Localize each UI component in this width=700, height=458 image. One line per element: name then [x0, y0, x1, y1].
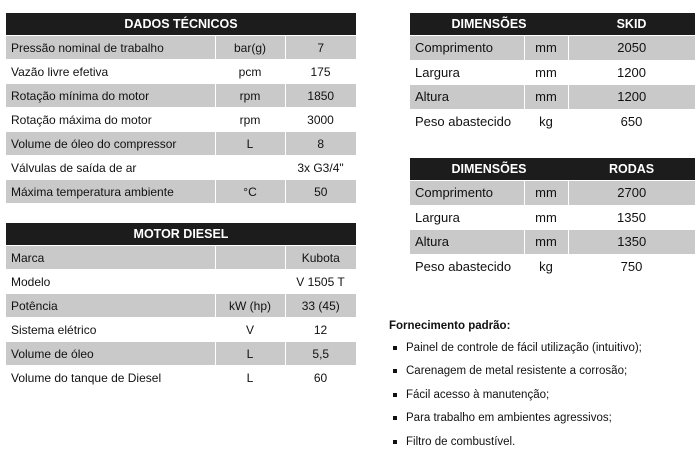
row-label: Válvulas de saída de ar — [6, 156, 215, 180]
row-unit: L — [215, 366, 285, 390]
row-unit: mm — [524, 36, 568, 61]
row-unit: pcm — [215, 60, 285, 84]
motor-diesel-table — [6, 223, 356, 390]
row-unit: °C — [215, 180, 285, 204]
table-row — [410, 109, 695, 134]
dimensoes-skid-variant: SKID — [568, 13, 695, 36]
row-label: Volume de óleo do compressor — [6, 132, 215, 156]
table-row — [6, 366, 356, 390]
row-value: 33 (45) — [285, 294, 356, 318]
table-row — [410, 36, 695, 61]
row-unit — [215, 156, 285, 180]
row-label: Sistema elétrico — [6, 318, 215, 342]
dados-tecnicos-title: DADOS TÉCNICOS — [6, 13, 356, 36]
table-row — [6, 342, 356, 366]
table-row — [6, 270, 356, 294]
row-unit — [215, 270, 285, 294]
row-value: V 1505 T — [285, 270, 356, 294]
table-row — [410, 230, 695, 255]
table-row — [410, 205, 695, 230]
row-unit: mm — [524, 230, 568, 255]
row-label: Rotação mínima do motor — [6, 84, 215, 108]
dimensoes-rodas-variant: RODAS — [568, 158, 695, 181]
row-unit: L — [215, 342, 285, 366]
row-unit — [215, 246, 285, 270]
row-label: Rotação máxima do motor — [6, 108, 215, 132]
row-value: 8 — [285, 132, 356, 156]
row-label: Largura — [410, 205, 524, 230]
row-value: 1200 — [568, 85, 695, 110]
table-row — [6, 132, 356, 156]
dados-tecnicos-table — [6, 13, 356, 204]
fornecimento-list — [389, 341, 699, 458]
table-row — [6, 318, 356, 342]
fornecimento-title: Fornecimento padrão: — [389, 320, 511, 332]
row-unit: kg — [524, 109, 568, 134]
row-label: Altura — [410, 85, 524, 110]
row-unit: L — [215, 132, 285, 156]
table-row — [6, 60, 356, 84]
row-value: 60 — [285, 366, 356, 390]
row-value: 7 — [285, 36, 356, 60]
row-unit: bar(g) — [215, 36, 285, 60]
row-label: Comprimento — [410, 181, 524, 206]
row-value: 2050 — [568, 36, 695, 61]
row-value: 750 — [568, 254, 695, 279]
list-item: Para trabalho em ambientes agressivos; — [389, 411, 699, 434]
table-row — [6, 156, 356, 180]
row-value: 12 — [285, 318, 356, 342]
row-unit: kW (hp) — [215, 294, 285, 318]
row-unit: mm — [524, 85, 568, 110]
row-label: Marca — [6, 246, 215, 270]
row-unit: mm — [524, 60, 568, 85]
row-value: 3x G3/4" — [285, 156, 356, 180]
table-row — [6, 180, 356, 204]
list-item: Filtro de combustível. — [389, 435, 699, 458]
row-value: 175 — [285, 60, 356, 84]
row-label: Potência — [6, 294, 215, 318]
row-label: Volume de óleo — [6, 342, 215, 366]
table-row — [6, 108, 356, 132]
row-label: Peso abastecido — [410, 109, 524, 134]
table-row — [6, 36, 356, 60]
dimensoes-rodas-title: DIMENSÕES — [410, 158, 568, 181]
row-label: Pressão nominal de trabalho — [6, 36, 215, 60]
row-value: 5,5 — [285, 342, 356, 366]
row-value: 2700 — [568, 181, 695, 206]
table-row — [410, 254, 695, 279]
row-label: Altura — [410, 230, 524, 255]
row-unit: V — [215, 318, 285, 342]
fornecimento-padrao-section — [389, 320, 699, 458]
list-item: Carenagem de metal resistente a corrosão; — [389, 364, 699, 387]
row-value: 650 — [568, 109, 695, 134]
row-unit: mm — [524, 205, 568, 230]
row-value: 1350 — [568, 205, 695, 230]
row-value: 3000 — [285, 108, 356, 132]
row-value: 1850 — [285, 84, 356, 108]
table-row — [410, 60, 695, 85]
row-label: Volume do tanque de Diesel — [6, 366, 215, 390]
row-label: Largura — [410, 60, 524, 85]
row-unit: rpm — [215, 108, 285, 132]
row-unit: mm — [524, 181, 568, 206]
list-item: Fácil acesso à manutenção; — [389, 388, 699, 411]
dimensoes-rodas-table — [410, 158, 695, 279]
row-label: Peso abastecido — [410, 254, 524, 279]
dimensoes-skid-table — [410, 13, 695, 134]
row-label: Máxima temperatura ambiente — [6, 180, 215, 204]
list-item: Painel de controle de fácil utilização (intuitivo); — [389, 341, 699, 364]
table-row — [6, 246, 356, 270]
row-value: 1350 — [568, 230, 695, 255]
table-row — [410, 181, 695, 206]
row-label: Comprimento — [410, 36, 524, 61]
row-value: 50 — [285, 180, 356, 204]
dimensoes-skid-title: DIMENSÕES — [410, 13, 568, 36]
row-label: Modelo — [6, 270, 215, 294]
table-row — [6, 294, 356, 318]
row-unit: rpm — [215, 84, 285, 108]
row-value: 1200 — [568, 60, 695, 85]
table-row — [410, 85, 695, 110]
row-label: Vazão livre efetiva — [6, 60, 215, 84]
motor-diesel-title: MOTOR DIESEL — [6, 223, 356, 246]
row-value: Kubota — [285, 246, 356, 270]
row-unit: kg — [524, 254, 568, 279]
table-row — [6, 84, 356, 108]
